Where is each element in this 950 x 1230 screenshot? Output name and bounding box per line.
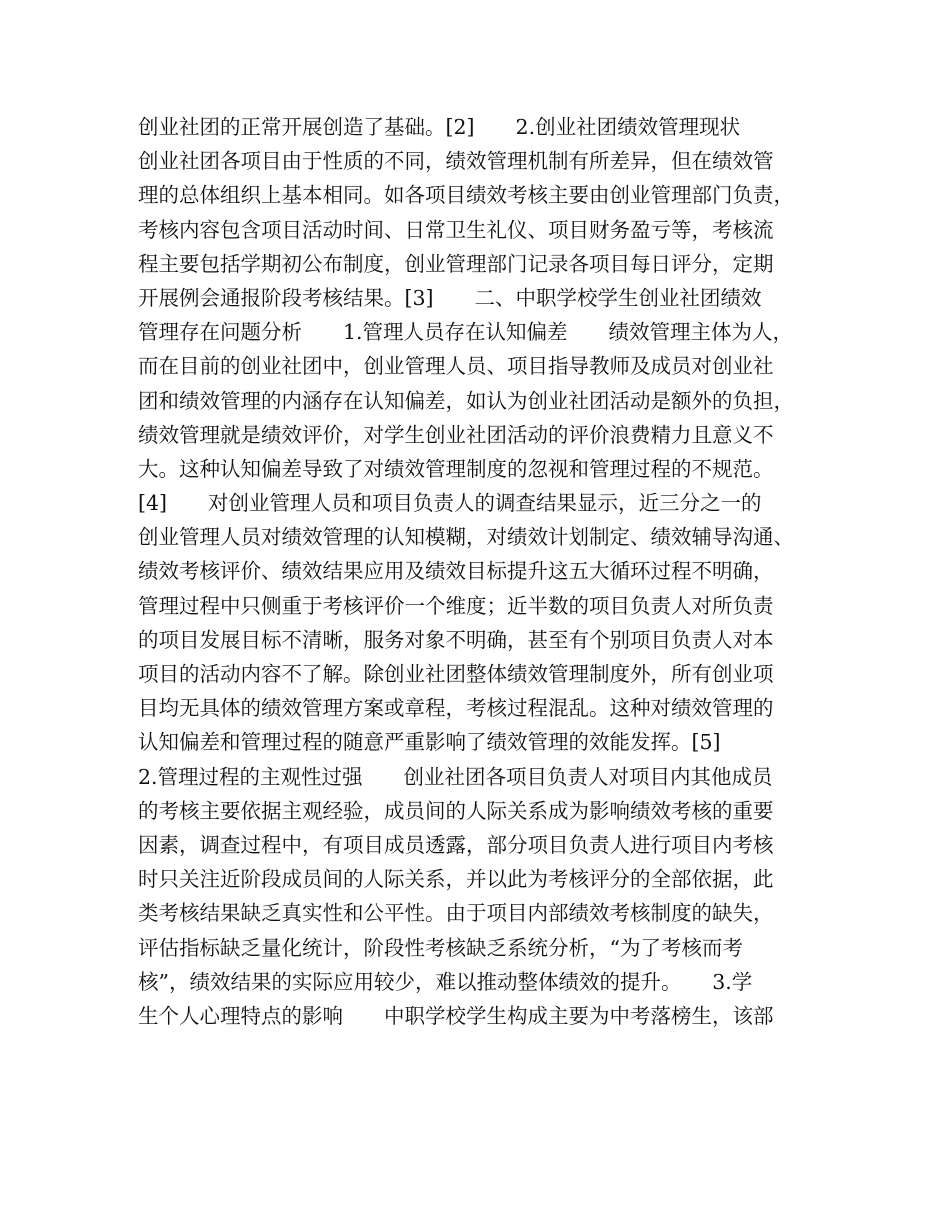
text-line: 因素，调查过程中，有项目成员透露，部分项目负责人进行项目内考核: [138, 832, 774, 857]
text-line: 核”，绩效结果的实际应用较少，难以推动整体绩效的提升。 3.学: [138, 969, 753, 994]
text-line: 创业社团各项目由于性质的不同，绩效管理机制有所差异，但在绩效管: [138, 149, 774, 174]
text-line: 开展例会通报阶段考核结果。[3] 二、中职学校学生创业社团绩效: [138, 285, 762, 310]
text-line: 评估指标缺乏量化统计，阶段性考核缺乏系统分析，“为了考核而考: [138, 935, 743, 960]
text-line: 创业管理人员对绩效管理的认知模糊，对绩效计划制定、绩效辅导沟通、: [138, 525, 794, 550]
text-line: 而在目前的创业社团中，创业管理人员、项目指导教师及成员对创业社: [138, 354, 774, 379]
text-line: 的项目发展目标不清晰，服务对象不明确，甚至有个别项目负责人对本: [138, 627, 774, 652]
text-line: 的考核主要依据主观经验，成员间的人际关系成为影响绩效考核的重要: [138, 798, 774, 823]
text-line: 考核内容包含项目活动时间、日常卫生礼仪、项目财务盈亏等，考核流: [138, 217, 774, 242]
text-line: 生个人心理特点的影响 中职学校学生构成主要为中考落榜生，该部: [138, 1003, 774, 1028]
text-line: 绩效考核评价、绩效结果应用及绩效目标提升这五大循环过程不明确，: [138, 559, 774, 584]
text-line: 理的总体组织上基本相同。如各项目绩效考核主要由创业管理部门负责，: [138, 183, 794, 208]
text-line: [4] 对创业管理人员和项目负责人的调查结果显示，近三分之一的: [138, 491, 762, 516]
text-line: 大。这种认知偏差导致了对绩效管理制度的忽视和管理过程的不规范。: [138, 456, 774, 481]
text-line: 2.管理过程的主观性过强 创业社团各项目负责人对项目内其他成员: [138, 764, 773, 789]
body-text: [138, 110, 828, 1033]
text-line: 目均无具体的绩效管理方案或章程，考核过程混乱。这种对绩效管理的: [138, 696, 774, 721]
text-line: 类考核结果缺乏真实性和公平性。由于项目内部绩效考核制度的缺失，: [138, 901, 774, 926]
text-line: 管理存在问题分析 1.管理人员存在认知偏差 绩效管理主体为人，: [138, 320, 794, 345]
text-line: 认知偏差和管理过程的随意严重影响了绩效管理的效能发挥。[5]: [138, 730, 721, 755]
text-line: 时只关注近阶段成员间的人际关系，并以此为考核评分的全部依据，此: [138, 867, 774, 892]
text-line: 创业社团的正常开展创造了基础。[2] 2.创业社团绩效管理现状: [138, 115, 741, 139]
text-line: 绩效管理就是绩效评价，对学生创业社团活动的评价浪费精力且意义不: [138, 422, 774, 447]
text-line: 项目的活动内容不了解。除创业社团整体绩效管理制度外，所有创业项: [138, 662, 774, 686]
text-line: 程主要包括学期初公布制度，创业管理部门记录各项目每日评分，定期: [138, 251, 774, 276]
text-line: 团和绩效管理的内涵存在认知偏差，如认为创业社团活动是额外的负担，: [138, 388, 794, 413]
text-line: 管理过程中只侧重于考核评价一个维度；近半数的项目负责人对所负责: [138, 593, 774, 618]
